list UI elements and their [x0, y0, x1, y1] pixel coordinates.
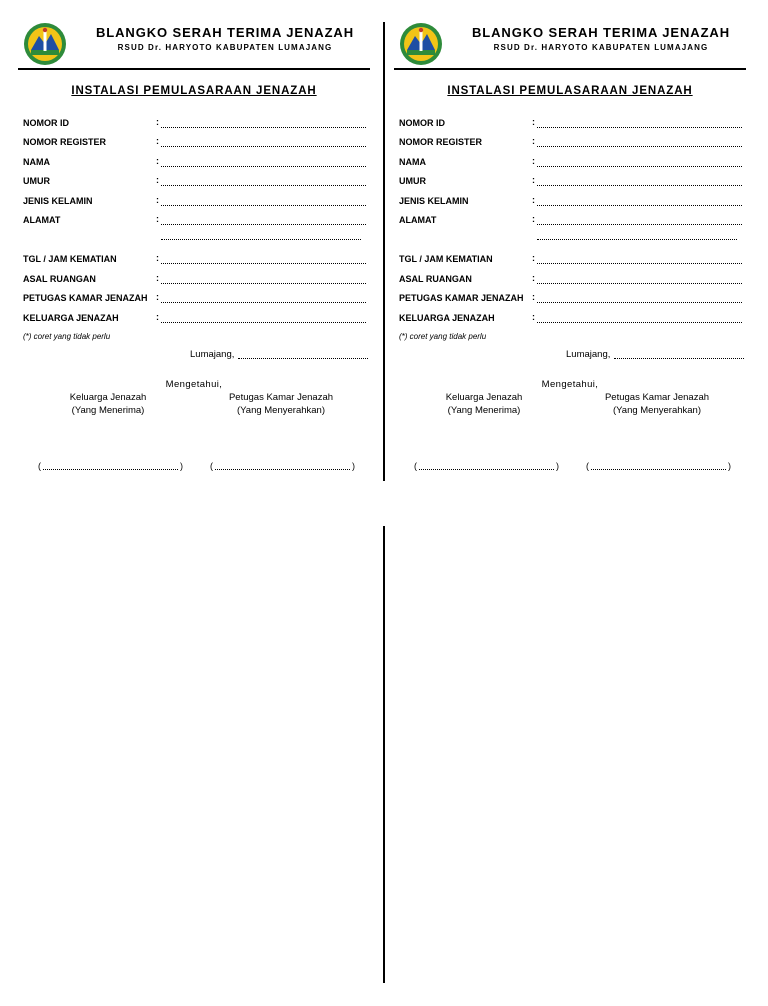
fill-in-line[interactable]	[161, 127, 366, 128]
field-colon: :	[532, 156, 535, 166]
field-label: NAMA	[23, 157, 50, 167]
field-colon: :	[156, 312, 159, 322]
fill-in-line[interactable]	[537, 302, 742, 303]
signatory-role: Petugas Kamar Jenazah	[228, 392, 334, 403]
fill-in-line[interactable]	[161, 205, 366, 206]
cut-line-top	[383, 22, 385, 481]
field-tgl-jam-kematian[interactable]	[23, 254, 369, 268]
signatory-subtitle: (Yang Menyerahkan)	[236, 405, 325, 416]
field-label: NOMOR ID	[399, 118, 445, 128]
bracket-open: (	[38, 461, 41, 471]
cut-line-bottom	[383, 526, 385, 983]
field-label: ASAL RUANGAN	[399, 274, 472, 284]
field-colon: :	[156, 195, 159, 205]
bracket-close: )	[728, 461, 731, 471]
bracket-open: (	[414, 461, 417, 471]
field-colon: :	[532, 312, 535, 322]
field-nomor-id[interactable]	[23, 118, 369, 132]
field-label: NAMA	[399, 157, 426, 167]
field-colon: :	[532, 273, 535, 283]
signatory-subtitle: (Yang Menerima)	[71, 405, 145, 416]
signature-line-officer[interactable]	[586, 461, 731, 473]
signatory-receiver	[38, 391, 178, 417]
field-nomor-register[interactable]	[399, 137, 745, 151]
fill-in-line[interactable]	[161, 263, 366, 264]
field-label: PETUGAS KAMAR JENAZAH	[23, 293, 148, 303]
field-label: TGL / JAM KEMATIAN	[23, 254, 117, 264]
fill-in-line[interactable]	[161, 166, 366, 167]
field-tgl-jam-kematian[interactable]	[399, 254, 745, 268]
signatory-handover-officer	[587, 391, 727, 417]
field-colon: :	[532, 253, 535, 263]
signature-line-officer[interactable]	[210, 461, 355, 473]
signature-dots	[419, 469, 554, 470]
field-colon: :	[532, 136, 535, 146]
signatory-handover-officer	[211, 391, 351, 417]
fill-in-line[interactable]	[161, 322, 366, 323]
field-label: NOMOR REGISTER	[23, 137, 107, 147]
field-petugas-kamar-jenazah[interactable]	[399, 293, 745, 307]
strike-note: (*) coret yang tidak perlu	[23, 332, 111, 341]
fill-in-line[interactable]	[537, 322, 742, 323]
field-colon: :	[156, 175, 159, 185]
field-alamat[interactable]	[399, 215, 745, 229]
field-label: ALAMAT	[399, 215, 437, 225]
field-alamat[interactable]	[23, 215, 369, 229]
bracket-close: )	[352, 461, 355, 471]
field-nama[interactable]	[399, 157, 745, 171]
field-label: UMUR	[399, 176, 426, 186]
signature-line-receiver[interactable]	[414, 461, 559, 473]
field-colon: :	[156, 253, 159, 263]
handover-form-right	[394, 18, 746, 478]
field-nama[interactable]	[23, 157, 369, 171]
hospital-emblem-icon	[23, 22, 67, 66]
fill-in-line[interactable]	[537, 224, 742, 225]
field-petugas-kamar-jenazah[interactable]	[23, 293, 369, 307]
bracket-close: )	[180, 461, 183, 471]
bracket-close: )	[556, 461, 559, 471]
field-umur[interactable]	[23, 176, 369, 190]
signature-dots	[591, 469, 726, 470]
field-nomor-register[interactable]	[23, 137, 369, 151]
fill-in-line[interactable]	[537, 166, 742, 167]
field-jenis-kelamin[interactable]	[23, 196, 369, 210]
signatory-role: Keluarga Jenazah	[69, 392, 147, 403]
fill-in-line[interactable]	[537, 127, 742, 128]
acknowledged-label: Mengetahui,	[165, 379, 223, 390]
field-asal-ruangan[interactable]	[399, 274, 745, 288]
strike-note: (*) coret yang tidak perlu	[399, 332, 487, 341]
fill-in-line[interactable]	[537, 185, 742, 186]
section-title: INSTALASI PEMULASARAAN JENAZAH	[447, 85, 693, 97]
alamat-continuation-line[interactable]	[537, 239, 737, 240]
acknowledged-label: Mengetahui,	[541, 379, 599, 390]
hospital-emblem-icon	[399, 22, 443, 66]
bracket-open: (	[210, 461, 213, 471]
field-colon: :	[532, 175, 535, 185]
date-fill-in-line[interactable]	[238, 358, 368, 359]
fill-in-line[interactable]	[161, 224, 366, 225]
field-label: JENIS KELAMIN	[399, 196, 469, 206]
field-label: UMUR	[23, 176, 50, 186]
form-title: BLANGKO SERAH TERIMA JENAZAH	[471, 25, 730, 40]
field-label: KELUARGA JENAZAH	[399, 313, 495, 323]
hospital-name: RSUD Dr. HARYOTO KABUPATEN LUMAJANG	[117, 43, 333, 52]
signatory-subtitle: (Yang Menyerahkan)	[612, 405, 701, 416]
signatory-subtitle: (Yang Menerima)	[447, 405, 521, 416]
field-colon: :	[156, 117, 159, 127]
field-label: PETUGAS KAMAR JENAZAH	[399, 293, 524, 303]
form-header	[394, 18, 746, 70]
place-label: Lumajang,	[190, 349, 235, 360]
field-colon: :	[532, 292, 535, 302]
field-label: ALAMAT	[23, 215, 61, 225]
field-jenis-kelamin[interactable]	[399, 196, 745, 210]
field-colon: :	[532, 195, 535, 205]
fill-in-line[interactable]	[537, 283, 742, 284]
fill-in-line[interactable]	[537, 146, 742, 147]
signatory-role: Petugas Kamar Jenazah	[604, 392, 710, 403]
field-asal-ruangan[interactable]	[23, 274, 369, 288]
signature-dots	[43, 469, 178, 470]
alamat-continuation-line[interactable]	[161, 239, 361, 240]
fill-in-line[interactable]	[161, 283, 366, 284]
fill-in-line[interactable]	[537, 263, 742, 264]
field-colon: :	[156, 292, 159, 302]
field-label: KELUARGA JENAZAH	[23, 313, 119, 323]
field-label: NOMOR ID	[23, 118, 69, 128]
field-colon: :	[156, 156, 159, 166]
signature-dots	[215, 469, 350, 470]
form-header	[18, 18, 370, 70]
place-label: Lumajang,	[566, 349, 611, 360]
fill-in-line[interactable]	[537, 205, 742, 206]
field-colon: :	[532, 117, 535, 127]
handover-form-left	[18, 18, 370, 478]
field-label: NOMOR REGISTER	[399, 137, 483, 147]
fill-in-line[interactable]	[161, 146, 366, 147]
fill-in-line[interactable]	[161, 302, 366, 303]
field-colon: :	[532, 214, 535, 224]
field-colon: :	[156, 273, 159, 283]
signatory-role: Keluarga Jenazah	[445, 392, 523, 403]
header-divider	[18, 68, 370, 70]
field-colon: :	[156, 136, 159, 146]
date-fill-in-line[interactable]	[614, 358, 744, 359]
field-keluarga-jenazah[interactable]	[399, 313, 745, 327]
section-title: INSTALASI PEMULASARAAN JENAZAH	[71, 85, 317, 97]
field-keluarga-jenazah[interactable]	[23, 313, 369, 327]
field-colon: :	[156, 214, 159, 224]
signatory-receiver	[414, 391, 554, 417]
hospital-name: RSUD Dr. HARYOTO KABUPATEN LUMAJANG	[493, 43, 709, 52]
signature-line-receiver[interactable]	[38, 461, 183, 473]
bracket-open: (	[586, 461, 589, 471]
field-label: JENIS KELAMIN	[23, 196, 93, 206]
field-nomor-id[interactable]	[399, 118, 745, 132]
field-label: ASAL RUANGAN	[23, 274, 96, 284]
field-umur[interactable]	[399, 176, 745, 190]
field-label: TGL / JAM KEMATIAN	[399, 254, 493, 264]
header-divider	[394, 68, 746, 70]
form-title: BLANGKO SERAH TERIMA JENAZAH	[95, 25, 354, 40]
fill-in-line[interactable]	[161, 185, 366, 186]
